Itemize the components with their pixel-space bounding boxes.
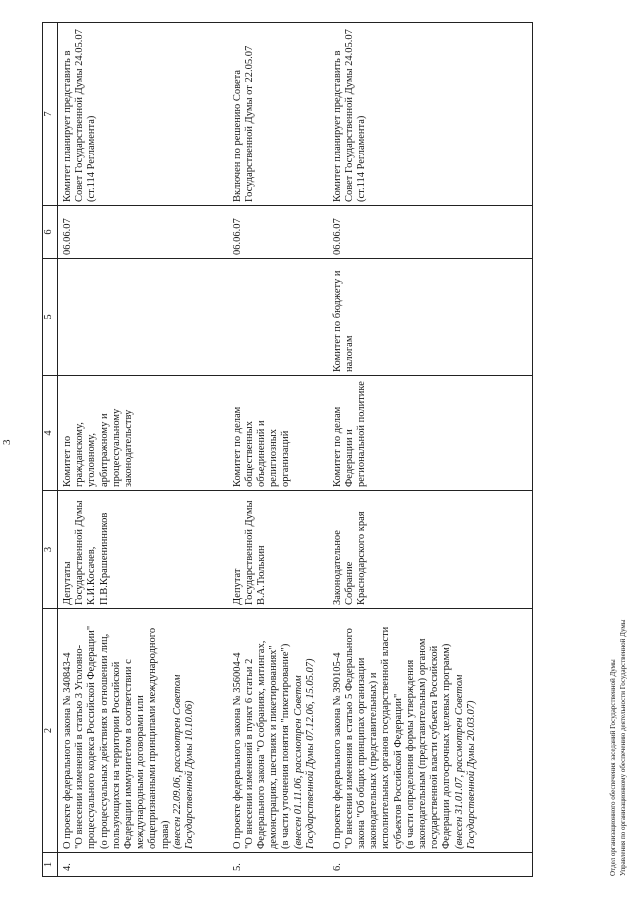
- bill-author: Депутаты Государственной Думы К.И.Косачев, П.В.Крашенинников: [58, 491, 228, 609]
- header-cell: 2: [43, 609, 58, 853]
- bill-note: (внесен 01.11.06, рассмотрен Советом Государственной Думы 07.12.06, 15.05.07): [292, 658, 316, 849]
- status-cell: Включен по решению Совета Государственной Думы от 22.05.07: [228, 23, 328, 206]
- header-cell: 5: [43, 259, 58, 376]
- bill-author: Законодательное Собрание Краснодарского края: [328, 491, 533, 609]
- responsible-committee: Комитет по делам общественных объединений и религиозных организаций: [228, 376, 328, 491]
- table-row: [228, 23, 328, 877]
- footer-line: Отдел организационного обеспечения заседаний Государственной Думы: [609, 659, 617, 876]
- bill-description: [328, 609, 533, 853]
- bill-author: Депутат Государственной Думы В.А.Тюлькин: [228, 491, 328, 609]
- page-number: 3: [1, 439, 13, 445]
- date-cell: 06.06.07: [228, 206, 328, 259]
- bill-quote: "О внесении изменений в статью 3 Уголовно-процессуального кодекса Российской Федерации": [74, 625, 98, 849]
- co-committee: Комитет по бюджету и налогам: [328, 259, 533, 376]
- bill-details: (в части определения формы утверждения законодательным (представительным) органом государственной власти субъекта Российской Федерации долгосрочных целевых программ): [404, 638, 453, 849]
- bill-title: О проекте федерального закона № 356004-4: [231, 652, 243, 849]
- row-number: 4.: [58, 853, 228, 877]
- bill-title: О проекте федерального закона № 340843-4: [62, 652, 73, 849]
- bill-description: [228, 609, 328, 853]
- header-cell: 1: [43, 853, 58, 877]
- co-committee: [228, 259, 328, 376]
- co-committee: [58, 259, 228, 376]
- table-row: [58, 23, 228, 877]
- footer-line: Управления по организационному обеспечению деятельности Государственной Думы: [619, 619, 627, 876]
- bill-quote: "О внесении изменения в статью 5 Федерального закона "Об общих принципах организации законодательных (представительных) и исполнительных органов государственной власти субъектов Российской Федерации": [343, 626, 404, 849]
- page-footer: [608, 620, 628, 876]
- status-cell: Комитет планирует представить в Совет Государственной Думы 24.05.07 (ст.114 Регламента): [58, 23, 228, 206]
- header-cell: 7: [43, 23, 58, 206]
- header-cell: 3: [43, 491, 58, 609]
- date-cell: 06.06.07: [328, 206, 533, 259]
- status-cell: Комитет планирует представить в Совет Государственной Думы 24.05.07 (ст.114 Регламента): [328, 23, 533, 206]
- header-cell: 4: [43, 376, 58, 491]
- agenda-table: [42, 22, 533, 877]
- bill-note: (внесен 31.01.07, рассмотрен Советом Государственной Думы 20.03.07): [453, 674, 477, 849]
- table-header-row: [43, 23, 58, 877]
- bill-quote: "О внесении изменений в пункт 6 статьи 2 Федерального закона "О собраниях, митингах, демонстрациях, шествиях и пикетированиях": [243, 640, 280, 849]
- table-row: [328, 23, 533, 877]
- bill-title: О проекте федерального закона № 390105-4: [331, 652, 343, 849]
- bill-note: (внесен 22.09.06, рассмотрен Советом Государственной Думы 10.10.06): [171, 674, 196, 849]
- row-number: 6.: [328, 853, 533, 877]
- header-cell: 6: [43, 206, 58, 259]
- row-number: 5.: [228, 853, 328, 877]
- date-cell: 06.06.07: [58, 206, 228, 259]
- bill-description: [58, 609, 228, 853]
- bill-details: (о процессуальных действиях в отношении лиц, пользующихся на территории Российской Федерации иммунитетом в соответствии с международными договорами или общепризнанными принципами международного права): [98, 627, 171, 849]
- bill-details: (в части уточнения понятия "пикетирование"): [280, 643, 292, 849]
- responsible-committee: Комитет по гражданскому, уголовному, арбитражному и процессуальному законодательству: [58, 376, 228, 491]
- responsible-committee: Комитет по делам Федерации и региональной политике: [328, 376, 533, 491]
